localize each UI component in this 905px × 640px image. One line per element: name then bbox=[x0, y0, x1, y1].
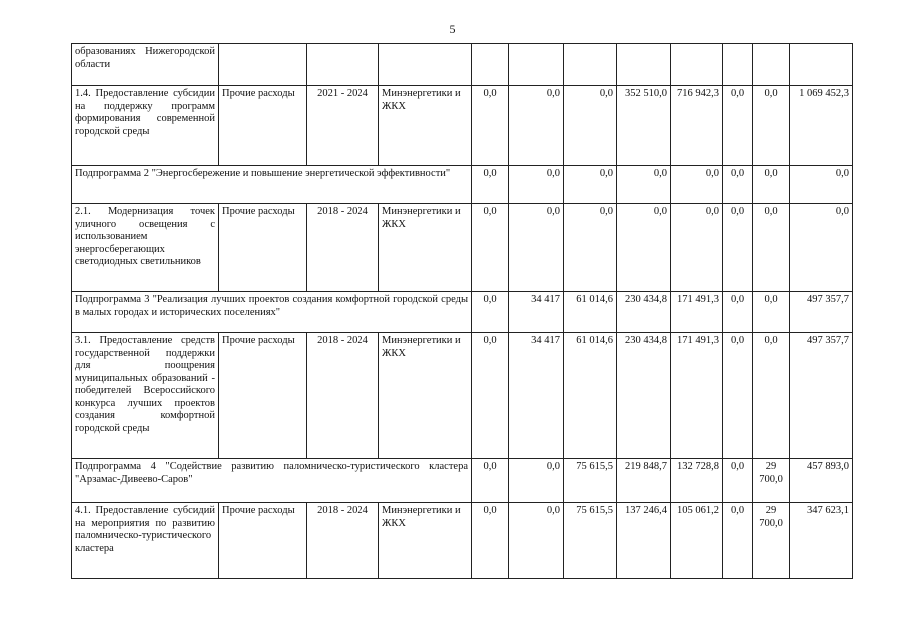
activity-row bbox=[72, 204, 853, 292]
activity-row bbox=[72, 503, 853, 579]
activity-name-cell: 3.1. Предоставление средств государственной поддержки для поощрения муниципальных образований - победителей Всероссийского конкурса лучших проектов создания комфортной городской среды bbox=[72, 333, 219, 459]
value-cell: 0,0 bbox=[617, 166, 671, 204]
value-cell: 105 061,2 bbox=[671, 503, 723, 579]
activity-name-cell: 2.1. Модернизация точек уличного освещения с использованием энергосберегающих светодиодных светильников bbox=[72, 204, 219, 292]
page-number: 5 bbox=[449, 22, 456, 36]
value-cell: 0,0 bbox=[723, 459, 753, 503]
continuation-row bbox=[72, 44, 853, 86]
value-cell: 0,0 bbox=[509, 166, 564, 204]
executor-cell: Минэнергетики и ЖКХ bbox=[379, 86, 472, 166]
value-cell: 61 014,6 bbox=[564, 292, 617, 333]
value-cell: 0,0 bbox=[753, 333, 790, 459]
value-cell: 0,0 bbox=[753, 292, 790, 333]
value-cell bbox=[671, 44, 723, 86]
value-cell bbox=[790, 44, 853, 86]
value-cell: 457 893,0 bbox=[790, 459, 853, 503]
value-cell: 34 417 bbox=[509, 292, 564, 333]
value-cell: 75 615,5 bbox=[564, 503, 617, 579]
subprogram-name-cell: Подпрограмма 2 "Энергосбережение и повышение энергетической эффективности" bbox=[72, 166, 472, 204]
value-cell: 0,0 bbox=[753, 86, 790, 166]
value-cell: 29 700,0 bbox=[753, 503, 790, 579]
value-cell: 0,0 bbox=[723, 503, 753, 579]
expense-type-cell bbox=[219, 44, 307, 86]
value-cell: 0,0 bbox=[723, 86, 753, 166]
value-cell: 0,0 bbox=[509, 459, 564, 503]
value-cell: 137 246,4 bbox=[617, 503, 671, 579]
value-cell: 0,0 bbox=[472, 333, 509, 459]
value-cell bbox=[617, 44, 671, 86]
value-cell: 29 700,0 bbox=[753, 459, 790, 503]
subprogram-row bbox=[72, 166, 853, 204]
value-cell: 0,0 bbox=[723, 204, 753, 292]
value-cell: 347 623,1 bbox=[790, 503, 853, 579]
value-cell: 132 728,8 bbox=[671, 459, 723, 503]
value-cell: 0,0 bbox=[790, 166, 853, 204]
value-cell: 0,0 bbox=[472, 459, 509, 503]
value-cell: 0,0 bbox=[617, 204, 671, 292]
value-cell: 0,0 bbox=[564, 166, 617, 204]
expense-type-cell: Прочие расходы bbox=[219, 333, 307, 459]
value-cell: 230 434,8 bbox=[617, 333, 671, 459]
value-cell: 0,0 bbox=[472, 292, 509, 333]
value-cell: 0,0 bbox=[671, 204, 723, 292]
value-cell: 497 357,7 bbox=[790, 292, 853, 333]
activity-name-cell: 4.1. Предоставление субсидий на мероприятия по развитию паломническо-туристического кластера bbox=[72, 503, 219, 579]
value-cell: 34 417 bbox=[509, 333, 564, 459]
value-cell: 716 942,3 bbox=[671, 86, 723, 166]
activity-row bbox=[72, 333, 853, 459]
budget-table bbox=[71, 43, 853, 579]
period-cell: 2018 - 2024 bbox=[307, 204, 379, 292]
value-cell: 0,0 bbox=[472, 503, 509, 579]
executor-cell bbox=[379, 44, 472, 86]
period-cell: 2018 - 2024 bbox=[307, 503, 379, 579]
subprogram-row bbox=[72, 459, 853, 503]
value-cell: 0,0 bbox=[790, 204, 853, 292]
period-cell: 2021 - 2024 bbox=[307, 86, 379, 166]
value-cell: 0,0 bbox=[509, 86, 564, 166]
expense-type-cell: Прочие расходы bbox=[219, 503, 307, 579]
value-cell: 171 491,3 bbox=[671, 292, 723, 333]
value-cell bbox=[723, 44, 753, 86]
value-cell: 0,0 bbox=[723, 166, 753, 204]
executor-cell: Минэнергетики и ЖКХ bbox=[379, 333, 472, 459]
value-cell: 219 848,7 bbox=[617, 459, 671, 503]
value-cell: 0,0 bbox=[509, 503, 564, 579]
value-cell: 0,0 bbox=[472, 204, 509, 292]
value-cell: 0,0 bbox=[723, 292, 753, 333]
period-cell bbox=[307, 44, 379, 86]
value-cell: 0,0 bbox=[671, 166, 723, 204]
period-cell: 2018 - 2024 bbox=[307, 333, 379, 459]
executor-cell: Минэнергетики и ЖКХ bbox=[379, 503, 472, 579]
subprogram-name-cell: Подпрограмма 4 "Содействие развитию паломническо-туристического кластера "Арзамас-Дивеево-Саров" bbox=[72, 459, 472, 503]
value-cell: 0,0 bbox=[564, 204, 617, 292]
value-cell: 61 014,6 bbox=[564, 333, 617, 459]
expense-type-cell: Прочие расходы bbox=[219, 86, 307, 166]
value-cell: 0,0 bbox=[472, 166, 509, 204]
value-cell bbox=[753, 44, 790, 86]
value-cell: 0,0 bbox=[472, 86, 509, 166]
subprogram-row bbox=[72, 292, 853, 333]
value-cell bbox=[509, 44, 564, 86]
activity-name-cell: образованиях Нижегородской области bbox=[72, 44, 219, 86]
value-cell: 352 510,0 bbox=[617, 86, 671, 166]
value-cell: 230 434,8 bbox=[617, 292, 671, 333]
value-cell: 0,0 bbox=[723, 333, 753, 459]
value-cell: 0,0 bbox=[753, 166, 790, 204]
activity-name-cell: 1.4. Предоставление субсидии на поддержку программ формирования современной городской среды bbox=[72, 86, 219, 166]
value-cell bbox=[472, 44, 509, 86]
value-cell: 0,0 bbox=[509, 204, 564, 292]
value-cell: 0,0 bbox=[753, 204, 790, 292]
value-cell: 171 491,3 bbox=[671, 333, 723, 459]
activity-row bbox=[72, 86, 853, 166]
value-cell: 0,0 bbox=[564, 86, 617, 166]
value-cell bbox=[564, 44, 617, 86]
value-cell: 75 615,5 bbox=[564, 459, 617, 503]
value-cell: 497 357,7 bbox=[790, 333, 853, 459]
subprogram-name-cell: Подпрограмма 3 "Реализация лучших проектов создания комфортной городской среды в малых городах и исторических поселениях" bbox=[72, 292, 472, 333]
expense-type-cell: Прочие расходы bbox=[219, 204, 307, 292]
executor-cell: Минэнергетики и ЖКХ bbox=[379, 204, 472, 292]
value-cell: 1 069 452,3 bbox=[790, 86, 853, 166]
